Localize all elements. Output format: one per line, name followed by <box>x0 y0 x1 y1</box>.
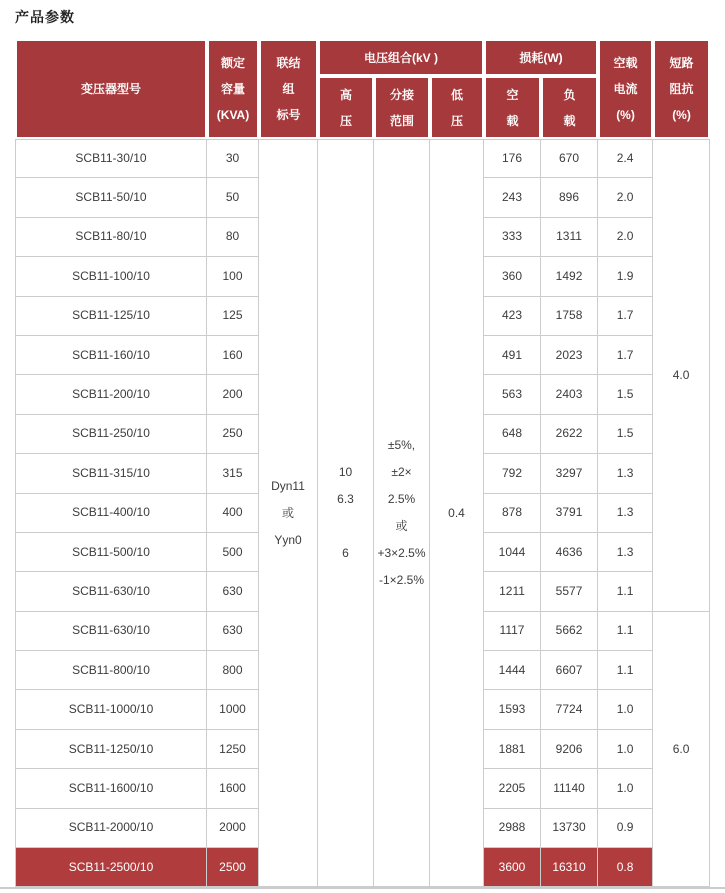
capacity-cell: 630 <box>207 572 259 611</box>
no-load-loss-cell: 176 <box>484 139 541 178</box>
product-parameters-table <box>15 39 710 887</box>
no-load-current-cell: 1.5 <box>598 415 653 454</box>
capacity-cell: 630 <box>207 612 259 651</box>
capacity-cell: 50 <box>207 178 259 217</box>
no-load-loss-cell: 1044 <box>484 533 541 572</box>
capacity-cell: 1250 <box>207 730 259 769</box>
table-row <box>15 139 710 178</box>
model-cell: SCB11-800/10 <box>15 651 207 690</box>
no-load-loss-cell: 1444 <box>484 651 541 690</box>
no-load-loss-cell: 423 <box>484 297 541 336</box>
no-load-loss-cell: 1593 <box>484 690 541 729</box>
no-load-loss-cell: 1881 <box>484 730 541 769</box>
load-loss-cell: 2023 <box>541 336 598 375</box>
load-loss-cell: 5577 <box>541 572 598 611</box>
high-voltage-cell: 10 6.3 6 <box>318 139 374 887</box>
capacity-cell: 400 <box>207 494 259 533</box>
load-loss-cell: 3297 <box>541 454 598 493</box>
no-load-loss-cell: 878 <box>484 494 541 533</box>
no-load-current-cell: 2.0 <box>598 218 653 257</box>
load-loss-cell: 896 <box>541 178 598 217</box>
no-load-loss-cell: 648 <box>484 415 541 454</box>
load-loss-cell: 11140 <box>541 769 598 808</box>
model-cell: SCB11-125/10 <box>15 297 207 336</box>
col-header-tap-range: 分接 范围 <box>374 76 430 139</box>
model-cell: SCB11-80/10 <box>15 218 207 257</box>
load-loss-cell: 16310 <box>541 848 598 887</box>
capacity-cell: 30 <box>207 139 259 178</box>
col-header-load-loss: 负 载 <box>541 76 598 139</box>
load-loss-cell: 5662 <box>541 612 598 651</box>
no-load-loss-cell: 563 <box>484 375 541 414</box>
no-load-loss-cell: 333 <box>484 218 541 257</box>
col-header-model: 变压器型号 <box>15 39 207 139</box>
model-cell: SCB11-1000/10 <box>15 690 207 729</box>
capacity-cell: 125 <box>207 297 259 336</box>
capacity-cell: 2500 <box>207 848 259 887</box>
impedance-group-cell: 4.0 <box>653 139 710 612</box>
no-load-loss-cell: 1117 <box>484 612 541 651</box>
model-cell: SCB11-2500/10 <box>15 848 207 887</box>
connection-group-cell: Dyn11 或 Yyn0 <box>259 139 318 887</box>
capacity-cell: 160 <box>207 336 259 375</box>
capacity-cell: 800 <box>207 651 259 690</box>
table-body <box>15 139 710 887</box>
col-header-impedance: 短路 阻抗 (%) <box>653 39 710 139</box>
capacity-cell: 250 <box>207 415 259 454</box>
model-cell: SCB11-2000/10 <box>15 809 207 848</box>
model-cell: SCB11-630/10 <box>15 572 207 611</box>
no-load-loss-cell: 2988 <box>484 809 541 848</box>
col-header-connection: 联结 组 标号 <box>259 39 318 139</box>
model-cell: SCB11-500/10 <box>15 533 207 572</box>
col-header-no-load-current: 空载 电流 (%) <box>598 39 653 139</box>
capacity-cell: 500 <box>207 533 259 572</box>
bottom-divider <box>0 887 725 889</box>
tap-range-cell: ±5%, ±2× 2.5% 或 +3×2.5% -1×2.5% <box>374 139 430 887</box>
model-cell: SCB11-315/10 <box>15 454 207 493</box>
no-load-current-cell: 1.7 <box>598 336 653 375</box>
col-header-capacity: 额定 容量 (KVA) <box>207 39 259 139</box>
no-load-current-cell: 1.3 <box>598 494 653 533</box>
no-load-current-cell: 2.4 <box>598 139 653 178</box>
model-cell: SCB11-1250/10 <box>15 730 207 769</box>
impedance-group-cell: 6.0 <box>653 612 710 888</box>
capacity-cell: 100 <box>207 257 259 296</box>
model-cell: SCB11-200/10 <box>15 375 207 414</box>
capacity-cell: 1600 <box>207 769 259 808</box>
no-load-current-cell: 1.3 <box>598 454 653 493</box>
load-loss-cell: 670 <box>541 139 598 178</box>
no-load-current-cell: 1.3 <box>598 533 653 572</box>
capacity-cell: 1000 <box>207 690 259 729</box>
load-loss-cell: 7724 <box>541 690 598 729</box>
capacity-cell: 80 <box>207 218 259 257</box>
col-header-no-load-loss: 空 载 <box>484 76 541 139</box>
load-loss-cell: 1311 <box>541 218 598 257</box>
load-loss-cell: 2403 <box>541 375 598 414</box>
model-cell: SCB11-100/10 <box>15 257 207 296</box>
col-header-voltage-group: 电压组合(kV ) <box>318 39 484 76</box>
load-loss-cell: 2622 <box>541 415 598 454</box>
no-load-current-cell: 1.7 <box>598 297 653 336</box>
capacity-cell: 200 <box>207 375 259 414</box>
load-loss-cell: 1492 <box>541 257 598 296</box>
no-load-current-cell: 0.8 <box>598 848 653 887</box>
no-load-current-cell: 1.9 <box>598 257 653 296</box>
load-loss-cell: 13730 <box>541 809 598 848</box>
capacity-cell: 315 <box>207 454 259 493</box>
load-loss-cell: 4636 <box>541 533 598 572</box>
page-title: 产品参数 <box>15 9 75 25</box>
model-cell: SCB11-630/10 <box>15 612 207 651</box>
no-load-loss-cell: 792 <box>484 454 541 493</box>
load-loss-cell: 1758 <box>541 297 598 336</box>
no-load-current-cell: 0.9 <box>598 809 653 848</box>
no-load-loss-cell: 491 <box>484 336 541 375</box>
no-load-current-cell: 1.0 <box>598 690 653 729</box>
no-load-loss-cell: 360 <box>484 257 541 296</box>
no-load-current-cell: 1.1 <box>598 572 653 611</box>
no-load-current-cell: 1.0 <box>598 730 653 769</box>
no-load-current-cell: 1.0 <box>598 769 653 808</box>
col-header-high-voltage: 高 压 <box>318 76 374 139</box>
header-group-row <box>15 39 710 76</box>
col-header-low-voltage: 低 压 <box>430 76 484 139</box>
load-loss-cell: 3791 <box>541 494 598 533</box>
model-cell: SCB11-30/10 <box>15 139 207 178</box>
load-loss-cell: 6607 <box>541 651 598 690</box>
table-header <box>15 39 710 139</box>
low-voltage-cell: 0.4 <box>430 139 484 887</box>
no-load-loss-cell: 243 <box>484 178 541 217</box>
no-load-current-cell: 2.0 <box>598 178 653 217</box>
no-load-loss-cell: 2205 <box>484 769 541 808</box>
load-loss-cell: 9206 <box>541 730 598 769</box>
model-cell: SCB11-50/10 <box>15 178 207 217</box>
model-cell: SCB11-400/10 <box>15 494 207 533</box>
col-header-loss-group: 损耗(W) <box>484 39 598 76</box>
no-load-current-cell: 1.5 <box>598 375 653 414</box>
capacity-cell: 2000 <box>207 809 259 848</box>
no-load-current-cell: 1.1 <box>598 651 653 690</box>
no-load-loss-cell: 1211 <box>484 572 541 611</box>
model-cell: SCB11-1600/10 <box>15 769 207 808</box>
no-load-current-cell: 1.1 <box>598 612 653 651</box>
model-cell: SCB11-250/10 <box>15 415 207 454</box>
model-cell: SCB11-160/10 <box>15 336 207 375</box>
no-load-loss-cell: 3600 <box>484 848 541 887</box>
